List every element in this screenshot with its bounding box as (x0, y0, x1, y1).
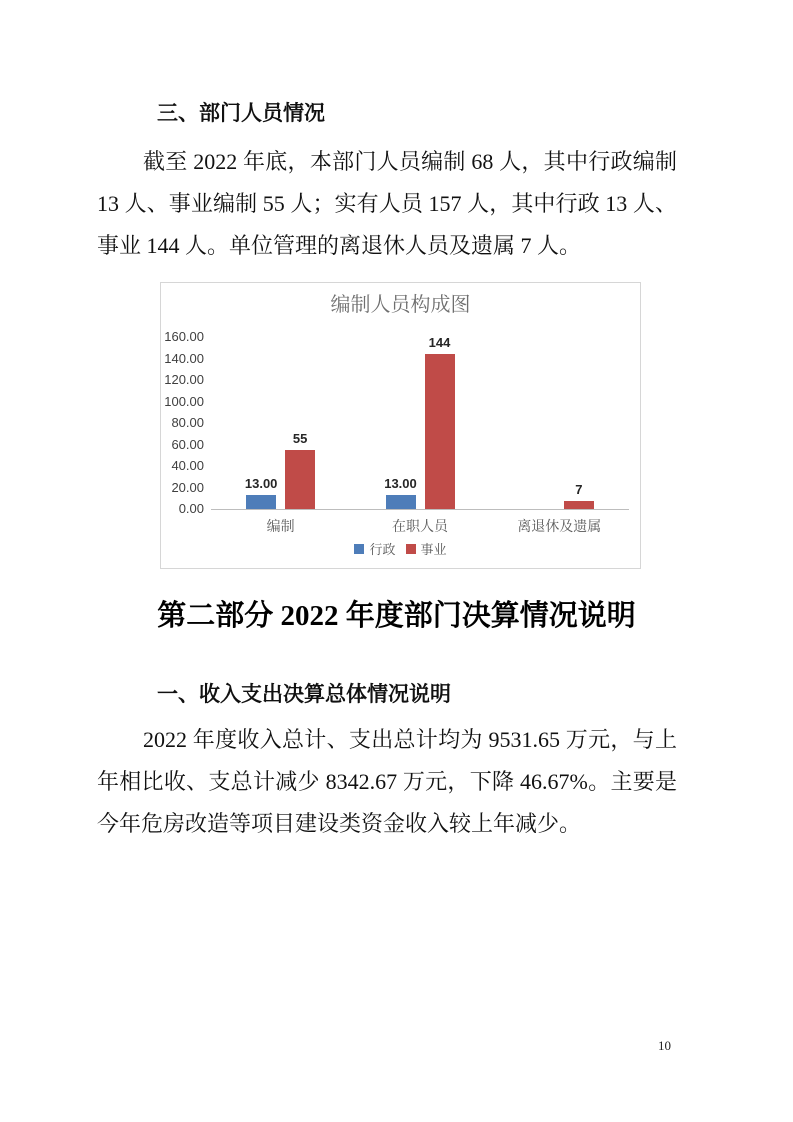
y-axis-tick-label: 40.00 (171, 458, 204, 473)
y-axis-tick-label: 60.00 (171, 436, 204, 452)
y-axis-tick-label: 0.00 (178, 501, 204, 516)
x-axis-line (211, 509, 629, 510)
personnel-paragraph: 截至 2022 年底，本部门人员编制 68 人，其中行政编制 13 人、事业编制 55 人；实有人员 157 人，其中行政 13 人、事业 144 人。单位管理的离退休人员及遗属 7 人。 (97, 149, 677, 258)
x-axis-category-label: 编制 (266, 518, 295, 534)
part2-heading: 第二部分 2022 年度部门决算情况说明 (157, 600, 636, 632)
bar-行政-编制 (246, 495, 276, 509)
legend-swatch-icon (406, 544, 416, 554)
y-axis-tick-label: 80.00 (171, 415, 204, 430)
section-heading-income-expenditure: 一、收入支出决算总体情况说明 (157, 683, 451, 706)
x-axis-category-label: 在职人员 (391, 518, 448, 534)
personnel-composition-chart (160, 282, 641, 569)
income-expenditure-paragraph: 2022 年度收入总计、支出总计均为 9531.65 万元，与上年相比收、支总计减少 8342.67 万元，下降 46.67%。主要是今年危房改造等项目建设类资金收入较上年减少。 (97, 727, 677, 836)
bar-data-label: 55 (292, 431, 308, 446)
bar-行政-在职人员 (386, 495, 416, 509)
bar-事业-离退休及遗属 (564, 501, 594, 509)
legend-label: 行政 (369, 542, 396, 557)
legend-item-事业 (406, 539, 447, 558)
bar-data-label: 7 (575, 482, 583, 497)
x-axis-category-label: 离退休及遗属 (517, 518, 602, 534)
legend-item-行政 (354, 539, 395, 558)
legend-label: 事业 (420, 542, 447, 557)
y-axis-tick-label: 20.00 (171, 479, 204, 495)
bar-事业-在职人员 (425, 354, 455, 509)
chart-legend (161, 539, 640, 558)
bar-事业-编制 (285, 450, 315, 509)
bar-data-label: 13.00 (384, 476, 417, 491)
y-axis-tick-label: 140.00 (164, 350, 204, 366)
section-heading-personnel: 三、部门人员情况 (157, 102, 325, 125)
bar-data-label: 13.00 (244, 476, 278, 491)
bar-data-label: 144 (428, 335, 451, 350)
y-axis-tick-label: 120.00 (164, 372, 204, 387)
y-axis-tick-label: 160.00 (164, 329, 204, 344)
page-number: 10 (658, 1038, 671, 1053)
chart-title: 编制人员构成图 (330, 294, 471, 316)
legend-swatch-icon (354, 544, 364, 554)
y-axis-tick-label: 100.00 (164, 393, 204, 409)
